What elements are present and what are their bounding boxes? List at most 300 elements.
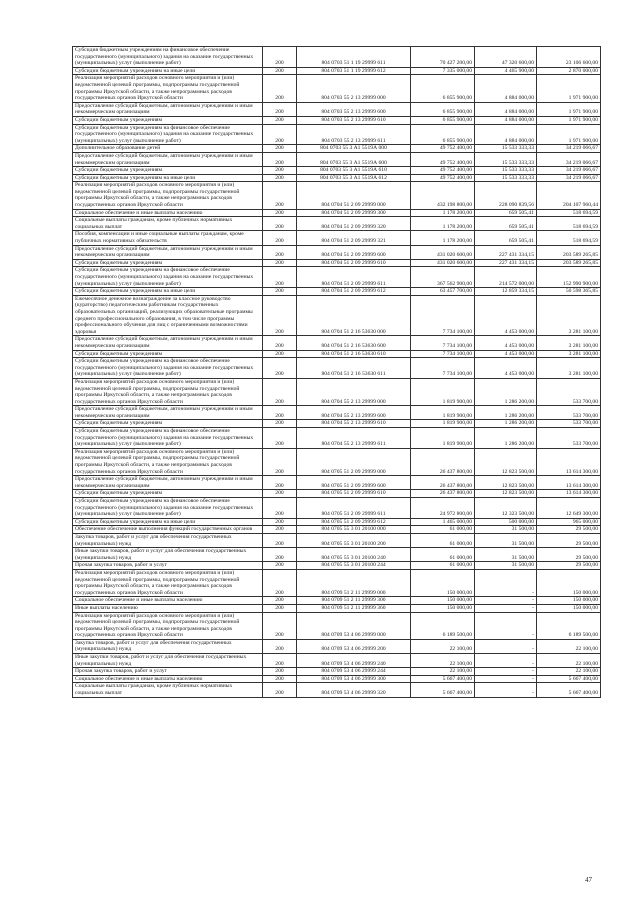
row-code-cell: 200 — [263, 295, 297, 336]
row-approved-cell: 1 819 900,00 — [411, 420, 475, 428]
row-kbk-cell: 804 0703 55 3 А1 5519А 612 — [297, 174, 411, 182]
table-row — [73, 67, 601, 75]
table-row — [73, 406, 601, 420]
row-name-cell: Субсидии бюджетным учреждениям — [73, 116, 263, 124]
row-approved-cell: 5 667 400,00 — [411, 675, 475, 683]
row-kbk-cell: 804 0704 55 2 13 29999 611 — [297, 428, 411, 449]
row-code-cell: 200 — [263, 67, 297, 75]
row-approved-cell: 26 437 800,00 — [411, 476, 475, 490]
table-row — [73, 654, 601, 668]
row-name-cell: Социальное обеспечение и иные выплаты населению — [73, 209, 263, 217]
row-name-cell: Предоставление субсидий бюджетным, автономным учреждениям и иным некоммерческим организациям — [73, 152, 263, 166]
row-kbk-cell: 804 0704 55 2 13 29999 000 — [297, 378, 411, 405]
row-name-cell: Субсидии бюджетным учреждениям на иные цели — [73, 518, 263, 526]
row-unexecuted-cell: 150 000,00 — [537, 597, 601, 605]
row-approved-cell: 6 855 900,00 — [411, 116, 475, 124]
row-unexecuted-cell: 23 106 600,00 — [537, 47, 601, 68]
row-code-cell: 200 — [263, 476, 297, 490]
row-name-cell: Субсидии бюджетным учреждениям — [73, 490, 263, 498]
row-code-cell: 200 — [263, 378, 297, 405]
row-executed-cell: 228 090 839,56 — [475, 182, 537, 209]
row-name-cell: Субсидии бюджетным учреждениям на иные цели — [73, 174, 263, 182]
table-row — [73, 498, 601, 519]
table-row — [73, 245, 601, 259]
row-executed-cell: 659 505,41 — [475, 209, 537, 217]
table-row — [73, 562, 601, 570]
row-executed-cell: 227 431 334,15 — [475, 259, 537, 267]
row-unexecuted-cell: 22 100,00 — [537, 639, 601, 653]
row-code-cell: 200 — [263, 358, 297, 379]
row-approved-cell: 61 000,00 — [411, 548, 475, 562]
row-unexecuted-cell: 2 870 000,00 — [537, 67, 601, 75]
row-executed-cell: 4 453 000,00 — [475, 295, 537, 336]
row-executed-cell: 4 884 000,00 — [475, 75, 537, 102]
row-name-cell: Социальные выплаты гражданам, кроме публичных нормативных социальных выплат — [73, 683, 263, 697]
table-row — [73, 145, 601, 153]
row-unexecuted-cell: 150 000,00 — [537, 604, 601, 612]
row-code-cell: 200 — [263, 675, 297, 683]
row-kbk-cell: 804 0709 51 2 11 29999 000 — [297, 569, 411, 596]
row-approved-cell: 6 855 900,00 — [411, 102, 475, 116]
table-row — [73, 259, 601, 267]
row-approved-cell: 26 437 800,00 — [411, 448, 475, 475]
row-code-cell: 200 — [263, 526, 297, 534]
row-code-cell: 200 — [263, 490, 297, 498]
row-kbk-cell: 804 0704 51 2 09 29999 600 — [297, 245, 411, 259]
row-approved-cell: 49 752 400,00 — [411, 145, 475, 153]
row-code-cell: 200 — [263, 420, 297, 428]
row-name-cell: Субсидии бюджетным учреждениям — [73, 167, 263, 175]
row-approved-cell: 431 020 600,00 — [411, 259, 475, 267]
row-approved-cell: 150 000,00 — [411, 597, 475, 605]
row-code-cell: 200 — [263, 75, 297, 102]
row-code-cell: 200 — [263, 569, 297, 596]
row-kbk-cell: 804 0703 51 1 19 29999 611 — [297, 47, 411, 68]
row-executed-cell: 659 505,41 — [475, 231, 537, 245]
row-kbk-cell: 804 0705 55 3 01 20100 240 — [297, 548, 411, 562]
table-row — [73, 47, 601, 68]
row-unexecuted-cell: 1 971 900,00 — [537, 102, 601, 116]
row-code-cell: 200 — [263, 47, 297, 68]
row-unexecuted-cell: 3 281 100,00 — [537, 336, 601, 350]
table-row — [73, 683, 601, 697]
row-executed-cell: - — [475, 668, 537, 676]
row-executed-cell: 47 320 600,00 — [475, 47, 537, 68]
row-unexecuted-cell: 34 219 066,67 — [537, 174, 601, 182]
row-kbk-cell: 804 0709 53 4 06 29999 320 — [297, 683, 411, 697]
row-code-cell: 200 — [263, 209, 297, 217]
row-executed-cell: 1 286 200,00 — [475, 406, 537, 420]
row-kbk-cell: 804 0704 51 2 16 53630 000 — [297, 295, 411, 336]
row-executed-cell: 659 505,41 — [475, 217, 537, 231]
table-row — [73, 675, 601, 683]
row-code-cell: 200 — [263, 245, 297, 259]
row-kbk-cell: 804 0709 53 4 06 29999 240 — [297, 654, 411, 668]
row-name-cell: Субсидии бюджетным учреждениям — [73, 259, 263, 267]
table-row — [73, 597, 601, 605]
row-unexecuted-cell: 50 598 365,85 — [537, 288, 601, 296]
table-row — [73, 231, 601, 245]
row-name-cell: Реализация мероприятий расходов основного мероприятия и (или) ведомственной целевой программы, подпрограммы государственной программы Иркутской области, а также непрограммных расходов государственных органов Иркутской области — [73, 378, 263, 405]
page-number: 47 — [585, 876, 592, 884]
row-code-cell: 200 — [263, 597, 297, 605]
row-approved-cell: 63 457 700,00 — [411, 288, 475, 296]
row-name-cell: Иные выплаты населению — [73, 604, 263, 612]
row-kbk-cell: 804 0703 55 2 13 29999 611 — [297, 124, 411, 145]
row-kbk-cell: 804 0704 51 2 09 29999 300 — [297, 209, 411, 217]
row-executed-cell: 15 533 333,33 — [475, 167, 537, 175]
row-approved-cell: 22 100,00 — [411, 639, 475, 653]
row-name-cell: Субсидии бюджетным учреждениям на финансовое обеспечение государственного (муниципального) задания на оказание государственных (муниципальных) услуг (выполнение работ) — [73, 428, 263, 449]
row-name-cell: Закупка товаров, работ и услуг для обеспечения государственных (муниципальных) нужд — [73, 639, 263, 653]
row-executed-cell: 31 500,00 — [475, 533, 537, 547]
row-approved-cell: 24 972 800,00 — [411, 498, 475, 519]
table-row — [73, 604, 601, 612]
row-name-cell: Иные закупки товаров, работ и услуг для обеспечения государственных (муниципальных) нужд — [73, 548, 263, 562]
row-approved-cell: 1 819 900,00 — [411, 378, 475, 405]
row-kbk-cell: 804 0705 55 3 01 20100 244 — [297, 562, 411, 570]
row-executed-cell: - — [475, 569, 537, 596]
row-executed-cell: - — [475, 675, 537, 683]
row-executed-cell: 31 500,00 — [475, 526, 537, 534]
row-approved-cell: 61 000,00 — [411, 526, 475, 534]
table-row — [73, 152, 601, 166]
row-executed-cell: 15 533 333,33 — [475, 174, 537, 182]
row-unexecuted-cell: 12 649 300,00 — [537, 498, 601, 519]
row-unexecuted-cell: 1 971 900,00 — [537, 116, 601, 124]
row-kbk-cell: 804 0709 51 2 11 29999 300 — [297, 597, 411, 605]
row-code-cell: 200 — [263, 336, 297, 350]
row-code-cell: 200 — [263, 518, 297, 526]
row-unexecuted-cell: 3 281 100,00 — [537, 358, 601, 379]
table-row — [73, 448, 601, 475]
row-approved-cell: 61 000,00 — [411, 533, 475, 547]
row-unexecuted-cell: 533 700,00 — [537, 428, 601, 449]
row-code-cell: 200 — [263, 604, 297, 612]
row-name-cell: Реализация мероприятий расходов основного мероприятия и (или) ведомственной целевой программы, подпрограммы государственной программы Иркутской области, а также непрограммных расходов государственных органов Иркутской области — [73, 612, 263, 639]
row-executed-cell: 4 884 000,00 — [475, 116, 537, 124]
table-row — [73, 295, 601, 336]
row-unexecuted-cell: 203 589 265,85 — [537, 259, 601, 267]
row-unexecuted-cell: 533 700,00 — [537, 378, 601, 405]
row-unexecuted-cell: 1 971 900,00 — [537, 75, 601, 102]
row-approved-cell: 6 189 500,00 — [411, 612, 475, 639]
row-code-cell: 200 — [263, 548, 297, 562]
row-executed-cell: - — [475, 612, 537, 639]
row-executed-cell: - — [475, 604, 537, 612]
row-code-cell: 200 — [263, 102, 297, 116]
row-code-cell: 200 — [263, 152, 297, 166]
row-name-cell: Субсидии бюджетным учреждениям на иные цели — [73, 67, 263, 75]
row-kbk-cell: 804 0704 51 2 16 53630 600 — [297, 336, 411, 350]
table-row — [73, 124, 601, 145]
row-unexecuted-cell: 34 219 066,67 — [537, 145, 601, 153]
row-code-cell: 200 — [263, 182, 297, 209]
row-name-cell: Дополнительное образование детей — [73, 145, 263, 153]
row-approved-cell: 1 178 200,00 — [411, 217, 475, 231]
row-executed-cell: 4 884 000,00 — [475, 124, 537, 145]
row-executed-cell: 1 286 200,00 — [475, 428, 537, 449]
row-unexecuted-cell: 34 219 066,67 — [537, 167, 601, 175]
row-code-cell: 200 — [263, 267, 297, 288]
row-code-cell: 200 — [263, 288, 297, 296]
row-executed-cell: 4 884 000,00 — [475, 102, 537, 116]
row-executed-cell: - — [475, 639, 537, 653]
row-name-cell: Предоставление субсидий бюджетным, автономным учреждениям и иным некоммерческим организациям — [73, 102, 263, 116]
table-row — [73, 612, 601, 639]
row-approved-cell: 7 335 000,00 — [411, 67, 475, 75]
row-name-cell: Иные закупки товаров, работ и услуг для обеспечения государственных (муниципальных) нужд — [73, 654, 263, 668]
row-approved-cell: 49 752 400,00 — [411, 174, 475, 182]
row-unexecuted-cell: 965 000,00 — [537, 518, 601, 526]
row-approved-cell: 1 465 000,00 — [411, 518, 475, 526]
row-name-cell: Ежемесячное денежное вознаграждение за классное руководство (кураторство) педагогическим работникам государственных образовательных организаций, реализующих образовательные программы среднего профессионального образования, в том числе программы профессионального обучения для лиц с ограниченными возможностями здоровья — [73, 295, 263, 336]
row-approved-cell: 6 855 900,00 — [411, 75, 475, 102]
row-name-cell: Субсидии бюджетным учреждениям на финансовое обеспечение государственного (муниципального) задания на оказание государственных (муниципальных) услуг (выполнение работ) — [73, 498, 263, 519]
row-code-cell: 200 — [263, 428, 297, 449]
row-kbk-cell: 804 0703 55 3 А1 5519А 600 — [297, 152, 411, 166]
row-kbk-cell: 804 0704 55 2 13 29999 600 — [297, 406, 411, 420]
row-name-cell: Предоставление субсидий бюджетным, автономным учреждениям и иным некоммерческим организациям — [73, 245, 263, 259]
row-name-cell: Субсидии бюджетным учреждениям на иные цели — [73, 288, 263, 296]
row-name-cell: Субсидии бюджетным учреждениям на финансовое обеспечение государственного (муниципального) задания на оказание государственных (муниципальных) услуг (выполнение работ) — [73, 358, 263, 379]
row-kbk-cell: 804 0704 51 2 16 53630 610 — [297, 350, 411, 358]
row-executed-cell: 15 533 333,33 — [475, 152, 537, 166]
row-kbk-cell: 804 0705 55 3 01 20100 000 — [297, 526, 411, 534]
row-unexecuted-cell: 29 500,00 — [537, 526, 601, 534]
row-executed-cell: 15 533 333,33 — [475, 145, 537, 153]
row-unexecuted-cell: 5 667 400,00 — [537, 675, 601, 683]
row-kbk-cell: 804 0709 51 2 11 29999 360 — [297, 604, 411, 612]
row-code-cell: 200 — [263, 668, 297, 676]
row-approved-cell: 26 437 800,00 — [411, 490, 475, 498]
row-name-cell: Реализация мероприятий расходов основного мероприятия и (или) ведомственной целевой программы, подпрограммы государственной программы Иркутской области, а также непрограммных расходов государственных органов Иркутской области — [73, 182, 263, 209]
row-code-cell: 200 — [263, 654, 297, 668]
row-name-cell: Социальные выплаты гражданам, кроме публичных нормативных социальных выплат — [73, 217, 263, 231]
row-unexecuted-cell: 34 219 066,67 — [537, 152, 601, 166]
row-approved-cell: 22 100,00 — [411, 654, 475, 668]
row-code-cell: 200 — [263, 231, 297, 245]
row-approved-cell: 6 855 900,00 — [411, 124, 475, 145]
row-code-cell: 200 — [263, 562, 297, 570]
row-unexecuted-cell: 13 614 300,00 — [537, 476, 601, 490]
row-kbk-cell: 804 0703 51 1 19 29999 612 — [297, 67, 411, 75]
table-row — [73, 358, 601, 379]
row-code-cell: 200 — [263, 448, 297, 475]
row-name-cell: Предоставление субсидий бюджетным, автономным учреждениям и иным некоммерческим организациям — [73, 406, 263, 420]
row-kbk-cell: 804 0704 51 2 09 29999 321 — [297, 231, 411, 245]
row-approved-cell: 367 562 900,00 — [411, 267, 475, 288]
row-name-cell: Предоставление субсидий бюджетным, автономным учреждениям и иным некоммерческим организациям — [73, 476, 263, 490]
row-executed-cell: 12 859 334,15 — [475, 288, 537, 296]
row-name-cell: Пособия, компенсации и иные социальные выплаты гражданам, кроме публичных нормативных обязательств — [73, 231, 263, 245]
row-unexecuted-cell: 518 694,59 — [537, 209, 601, 217]
table-row — [73, 336, 601, 350]
table-row — [73, 267, 601, 288]
row-kbk-cell: 804 0703 55 2 13 29999 610 — [297, 116, 411, 124]
row-code-cell: 200 — [263, 639, 297, 653]
row-unexecuted-cell: 533 700,00 — [537, 420, 601, 428]
table-row — [73, 167, 601, 175]
row-kbk-cell: 804 0705 51 2 09 29999 612 — [297, 518, 411, 526]
row-approved-cell: 1 819 900,00 — [411, 428, 475, 449]
row-kbk-cell: 804 0709 53 4 06 29999 200 — [297, 639, 411, 653]
row-approved-cell: 7 734 100,00 — [411, 350, 475, 358]
row-approved-cell: 5 667 400,00 — [411, 683, 475, 697]
row-name-cell: Реализация мероприятий расходов основного мероприятия и (или) ведомственной целевой программы, подпрограммы государственной программы Иркутской области, а также непрограммных расходов государственных органов Иркутской области — [73, 569, 263, 596]
row-code-cell: 200 — [263, 167, 297, 175]
row-executed-cell: 12 823 500,00 — [475, 448, 537, 475]
table-row — [73, 428, 601, 449]
row-kbk-cell: 804 0703 55 3 А1 5519А 610 — [297, 167, 411, 175]
row-approved-cell: 1 819 900,00 — [411, 406, 475, 420]
table-row — [73, 182, 601, 209]
table-row — [73, 548, 601, 562]
row-approved-cell: 1 178 200,00 — [411, 209, 475, 217]
row-kbk-cell: 804 0703 55 2 13 29999 600 — [297, 102, 411, 116]
row-unexecuted-cell: 204 107 960,44 — [537, 182, 601, 209]
row-name-cell: Обеспечение обеспечение выполнения функций государственных органов — [73, 526, 263, 534]
row-unexecuted-cell: 29 500,00 — [537, 562, 601, 570]
row-kbk-cell: 804 0705 51 2 09 29999 611 — [297, 498, 411, 519]
table-row — [73, 102, 601, 116]
row-name-cell: Реализация мероприятий расходов основного мероприятия и (или) ведомственной целевой программы, подпрограммы государственной программы Иркутской области, а также непрограммных расходов государственных органов Иркутской области — [73, 75, 263, 102]
row-approved-cell: 150 000,00 — [411, 604, 475, 612]
row-approved-cell: 1 178 200,00 — [411, 231, 475, 245]
table-row — [73, 209, 601, 217]
row-approved-cell: 431 020 600,00 — [411, 245, 475, 259]
budget-table-sheet — [72, 46, 600, 698]
row-unexecuted-cell: 22 100,00 — [537, 654, 601, 668]
row-name-cell: Субсидия бюджетным учреждениям на финансовое обеспечение государственного (муниципального) задания на оказание государственных (муниципальных) услуг (выполнение работ) — [73, 47, 263, 68]
row-approved-cell: 7 734 100,00 — [411, 336, 475, 350]
row-kbk-cell: 804 0704 51 2 09 29999 320 — [297, 217, 411, 231]
row-executed-cell: - — [475, 654, 537, 668]
table-row — [73, 420, 601, 428]
row-name-cell: Социальное обеспечение и иные выплаты населению — [73, 597, 263, 605]
row-unexecuted-cell: 13 614 300,00 — [537, 448, 601, 475]
row-kbk-cell: 804 0705 51 2 09 29999 610 — [297, 490, 411, 498]
row-code-cell: 200 — [263, 116, 297, 124]
row-kbk-cell: 804 0704 55 2 13 29999 610 — [297, 420, 411, 428]
table-row — [73, 569, 601, 596]
row-unexecuted-cell: 518 694,59 — [537, 217, 601, 231]
row-approved-cell: 432 198 800,00 — [411, 182, 475, 209]
row-approved-cell: 49 752 400,00 — [411, 152, 475, 166]
row-approved-cell: 7 734 100,00 — [411, 295, 475, 336]
row-name-cell: Закупка товаров, работ и услуг для обеспечения государственных (муниципальных) нужд — [73, 533, 263, 547]
row-kbk-cell: 804 0705 51 2 09 29999 600 — [297, 476, 411, 490]
row-kbk-cell: 804 0704 51 2 09 29999 612 — [297, 288, 411, 296]
table-row — [73, 668, 601, 676]
row-code-cell: 200 — [263, 406, 297, 420]
row-approved-cell: 49 752 400,00 — [411, 167, 475, 175]
row-kbk-cell: 804 0704 51 2 09 29999 610 — [297, 259, 411, 267]
row-code-cell: 200 — [263, 145, 297, 153]
row-executed-cell: 4 453 000,00 — [475, 336, 537, 350]
row-code-cell: 200 — [263, 683, 297, 697]
row-executed-cell: 500 000,00 — [475, 518, 537, 526]
table-row — [73, 526, 601, 534]
row-unexecuted-cell: 13 614 300,00 — [537, 490, 601, 498]
row-executed-cell: 4 453 000,00 — [475, 358, 537, 379]
row-unexecuted-cell: 3 281 100,00 — [537, 350, 601, 358]
row-kbk-cell: 804 0709 53 4 06 29999 000 — [297, 612, 411, 639]
table-row — [73, 378, 601, 405]
row-executed-cell: 31 500,00 — [475, 548, 537, 562]
row-executed-cell: 12 823 500,00 — [475, 476, 537, 490]
row-kbk-cell: 804 0709 53 4 06 29999 244 — [297, 668, 411, 676]
row-executed-cell: 1 286 200,00 — [475, 420, 537, 428]
row-executed-cell: - — [475, 597, 537, 605]
row-name-cell: Реализация мероприятий расходов основного мероприятия и (или) ведомственной целевой программы, подпрограммы государственной программы Иркутской области, а также непрограммных расходов государственных органов Иркутской области — [73, 448, 263, 475]
budget-table — [72, 46, 601, 698]
table-row — [73, 116, 601, 124]
row-unexecuted-cell: 1 971 900,00 — [537, 124, 601, 145]
row-executed-cell: 4 453 000,00 — [475, 350, 537, 358]
row-approved-cell: 150 000,00 — [411, 569, 475, 596]
row-kbk-cell: 804 0705 51 2 09 29999 000 — [297, 448, 411, 475]
row-kbk-cell: 804 0704 51 2 09 29999 611 — [297, 267, 411, 288]
row-kbk-cell: 804 0704 51 2 09 29999 000 — [297, 182, 411, 209]
table-row — [73, 476, 601, 490]
row-name-cell: Предоставление субсидий бюджетным, автономным учреждениям и иным некоммерческим организациям — [73, 336, 263, 350]
row-unexecuted-cell: 518 694,59 — [537, 231, 601, 245]
row-approved-cell: 61 000,00 — [411, 562, 475, 570]
row-name-cell: Социальное обеспечение и иные выплаты населению — [73, 675, 263, 683]
row-name-cell: Субсидии бюджетным учреждениям — [73, 350, 263, 358]
row-kbk-cell: 804 0705 55 3 01 20100 200 — [297, 533, 411, 547]
row-unexecuted-cell: 29 500,00 — [537, 548, 601, 562]
row-code-cell: 200 — [263, 612, 297, 639]
row-unexecuted-cell: 29 500,00 — [537, 533, 601, 547]
row-name-cell: Субсидии бюджетным учреждениям на финансовое обеспечение государственного (муниципального) задания на оказание государственных (муниципальных) услуг (выполнение работ) — [73, 124, 263, 145]
row-approved-cell: 7 734 100,00 — [411, 358, 475, 379]
table-row — [73, 533, 601, 547]
row-kbk-cell: 804 0704 51 2 16 53630 611 — [297, 358, 411, 379]
row-code-cell: 200 — [263, 498, 297, 519]
row-code-cell: 200 — [263, 350, 297, 358]
row-code-cell: 200 — [263, 217, 297, 231]
table-row — [73, 518, 601, 526]
row-executed-cell: 12 823 500,00 — [475, 490, 537, 498]
row-unexecuted-cell: 3 281 100,00 — [537, 295, 601, 336]
budget-table-body — [73, 47, 601, 698]
table-row — [73, 75, 601, 102]
table-row — [73, 350, 601, 358]
row-executed-cell: 1 286 200,00 — [475, 378, 537, 405]
row-unexecuted-cell: 6 189 500,00 — [537, 612, 601, 639]
row-name-cell: Субсидии бюджетным учреждениям — [73, 420, 263, 428]
row-unexecuted-cell: 150 000,00 — [537, 569, 601, 596]
row-executed-cell: 31 500,00 — [475, 562, 537, 570]
row-executed-cell: 4 465 900,00 — [475, 67, 537, 75]
row-executed-cell: - — [475, 683, 537, 697]
row-executed-cell: 227 431 334,15 — [475, 245, 537, 259]
row-code-cell: 200 — [263, 174, 297, 182]
row-code-cell: 200 — [263, 124, 297, 145]
table-row — [73, 288, 601, 296]
row-unexecuted-cell: 152 990 900,00 — [537, 267, 601, 288]
row-kbk-cell: 804 0703 55 3 А1 5519А 000 — [297, 145, 411, 153]
row-approved-cell: 22 100,00 — [411, 668, 475, 676]
row-unexecuted-cell: 203 589 265,85 — [537, 245, 601, 259]
row-code-cell: 200 — [263, 259, 297, 267]
row-unexecuted-cell: 533 700,00 — [537, 406, 601, 420]
table-row — [73, 490, 601, 498]
row-unexecuted-cell: 22 100,00 — [537, 668, 601, 676]
table-row — [73, 217, 601, 231]
